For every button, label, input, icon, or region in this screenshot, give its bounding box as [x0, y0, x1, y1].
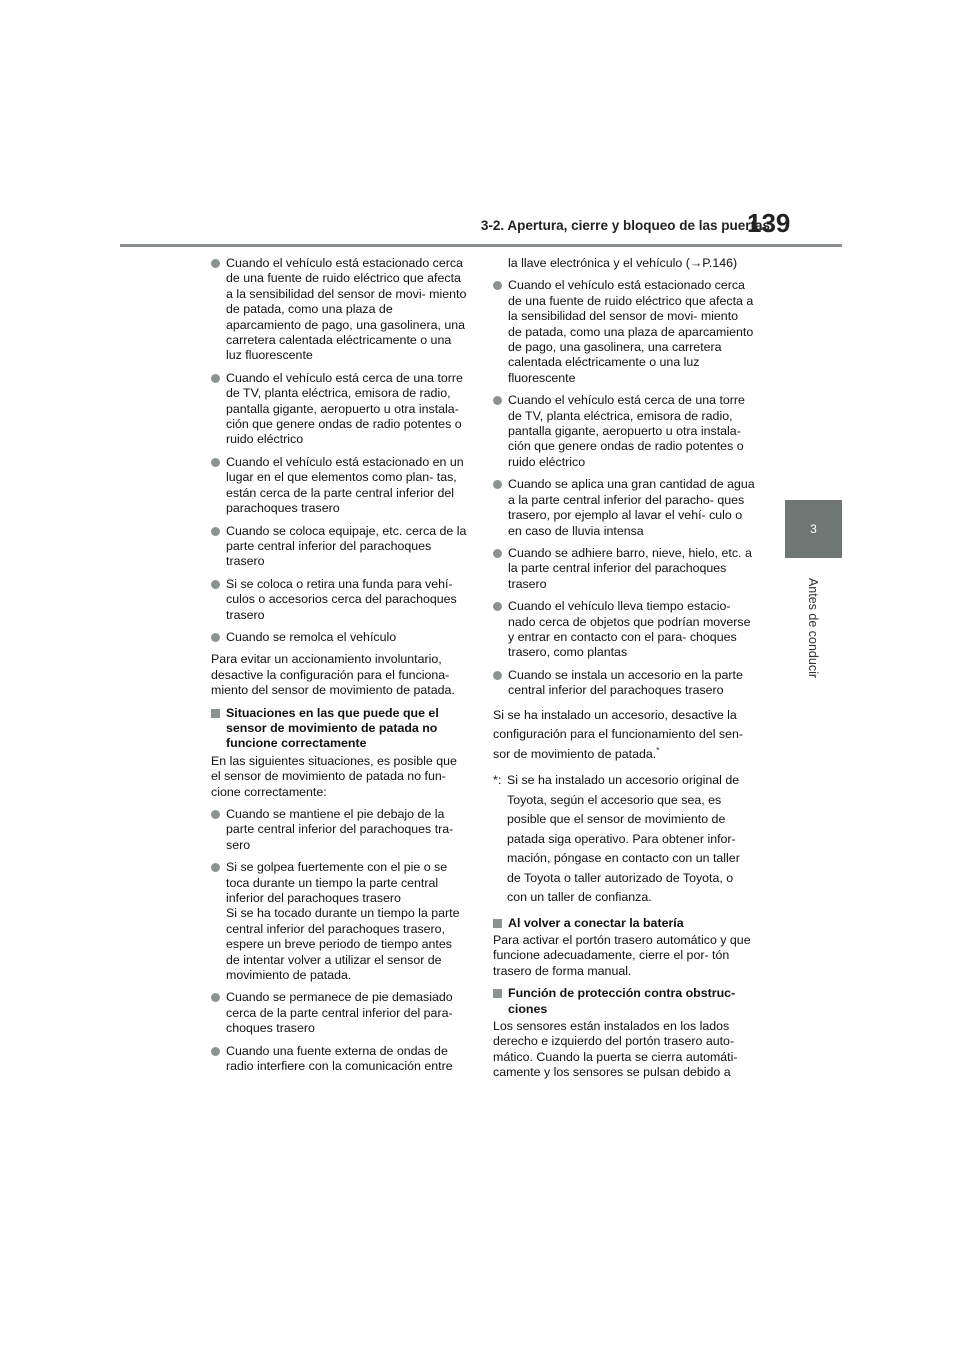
bullet-icon [493, 671, 502, 680]
list-item: Cuando el vehículo lleva tiempo estacio- nado cerca de objetos que podrían moverse y entrar en contacto con el para- choques trasero, como plantas [493, 599, 755, 661]
bullet-icon [493, 480, 502, 489]
right-column [493, 256, 755, 1088]
bullet-icon [211, 527, 220, 536]
list-item: Si se golpea fuertemente con el pie o se toca durante un tiempo la parte central inferior del parachoques trasero Si se ha tocado durante un tiempo la parte central inferior del parachoques trasero, espere un breve periodo de tiempo antes de intentar volver a utilizar el sensor de movimiento de patada. [211, 860, 467, 983]
bullet-icon [211, 1047, 220, 1056]
bullet-icon [493, 281, 502, 290]
page-number: 139 [747, 208, 791, 238]
list-item: Cuando se mantiene el pie debajo de la parte central inferior del parachoques tra- sero [211, 807, 467, 853]
square-bullet-icon [493, 989, 502, 998]
footnote-marker: *: [493, 773, 502, 788]
footnote-marker: * [656, 745, 660, 755]
bullet-icon [493, 396, 502, 405]
square-bullet-icon [493, 919, 502, 928]
paragraph: Si se ha instalado un accesorio, desactive la configuración para el funcionamiento del sen- sor de movimiento de patada.* [493, 707, 744, 761]
left-column [211, 256, 467, 1082]
list-item: Cuando el vehículo está estacionado en un lugar en el que elementos como plan- tas, están cerca de la parte central inferior del parachoques trasero [211, 455, 467, 517]
header-divider [120, 244, 842, 247]
list-item: Cuando se aplica una gran cantidad de agua a la parte central inferior del paracho- ques trasero, por ejemplo al lavar el vehí- culo o en caso de lluvia intensa [493, 477, 755, 539]
list-item: Cuando se adhiere barro, nieve, hielo, etc. a la parte central inferior del parachoques trasero [493, 546, 755, 592]
chapter-label-strip [785, 558, 842, 698]
paragraph: Los sensores están instalados en los lados derecho e izquierdo del portón trasero auto- mático. Cuando la puerta se cierra automáti- camente y los sensores se pulsan debido a [493, 1019, 738, 1080]
list-item: Cuando se instala un accesorio en la parte central inferior del parachoques trasero [493, 668, 755, 699]
bullet-icon [211, 810, 220, 819]
square-bullet-icon [211, 709, 220, 718]
list-item: Cuando el vehículo está cerca de una torre de TV, planta eléctrica, emisora de radio, pantalla gigante, aeropuerto u otra instala- ción que genere ondas de radio potentes o ruido eléctrico [211, 371, 467, 448]
bullet-icon [211, 580, 220, 589]
chapter-number: 3 [810, 522, 817, 536]
chapter-tab [785, 500, 842, 558]
bullet-icon [211, 993, 220, 1002]
chapter-label: Antes de conducir [806, 577, 821, 679]
bullet-icon [211, 259, 220, 268]
list-item: Cuando se permanece de pie demasiado cerca de la parte central inferior del para- choques trasero [211, 990, 467, 1036]
section-title: 3-2. Apertura, cierre y bloqueo de las puertas [480, 218, 770, 233]
bullet-icon [211, 458, 220, 467]
bullet-icon [493, 602, 502, 611]
bullet-icon [211, 863, 220, 872]
list-item-continuation: la llave electrónica y el vehículo (→P.146) [508, 256, 738, 270]
list-item: Cuando el vehículo está estacionado cerca de una fuente de ruido eléctrico que afecta a la sensibilidad del sensor de movi- miento de patada, como una plaza de aparcamiento de pago, una gasolinera, una carretera calentada eléctricamente o una luz fluorescente [211, 256, 467, 364]
paragraph: En las siguientes situaciones, es posible que el sensor de movimiento de patada no fun- cione correctamente: [211, 753, 457, 799]
bullet-icon [211, 633, 220, 642]
subheading: Al volver a conectar la batería [493, 916, 755, 931]
bullet-icon [493, 549, 502, 558]
list-item: Cuando el vehículo está estacionado cerca de una fuente de ruido eléctrico que afecta a la sensibilidad del sensor de movi- miento de patada, como una plaza de aparcamiento de pago, una gasolinera, una carretera calentada eléctricamente o una luz fluorescente [493, 278, 755, 386]
paragraph: Para evitar un accionamiento involuntario, desactive la configuración para el funciona- miento del sensor de movimiento de patada. [211, 652, 455, 698]
subheading: Función de protección contra obstruc- ciones [493, 986, 755, 1017]
list-item: Cuando el vehículo está cerca de una torre de TV, planta eléctrica, emisora de radio, pantalla gigante, aeropuerto u otra instala- ción que genere ondas de radio potentes o ruido eléctrico [493, 393, 755, 470]
subheading: Situaciones en las que puede que el sensor de movimiento de patada no funcione correctamente [211, 706, 467, 752]
footnote: *: Si se ha instalado un accesorio original de Toyota, según el accesorio que sea, es posible que el sensor de movimiento de patada siga operativo. Para obtener infor- mación, póngase en contacto con un taller de Toyota o taller autorizado de Toyota, o con un taller de confianza. [493, 773, 740, 905]
list-item: Si se coloca o retira una funda para vehí- culos o accesorios cerca del parachoques trasero [211, 577, 467, 623]
bullet-icon [211, 374, 220, 383]
list-item: Cuando una fuente externa de ondas de radio interfiere con la comunicación entre [211, 1044, 467, 1075]
paragraph: Para activar el portón trasero automático y que funcione adecuadamente, cierre el por- tón trasero de forma manual. [493, 932, 751, 978]
list-item: Cuando se remolca el vehículo [211, 630, 467, 645]
list-item: Cuando se coloca equipaje, etc. cerca de la parte central inferior del parachoques trasero [211, 524, 467, 570]
